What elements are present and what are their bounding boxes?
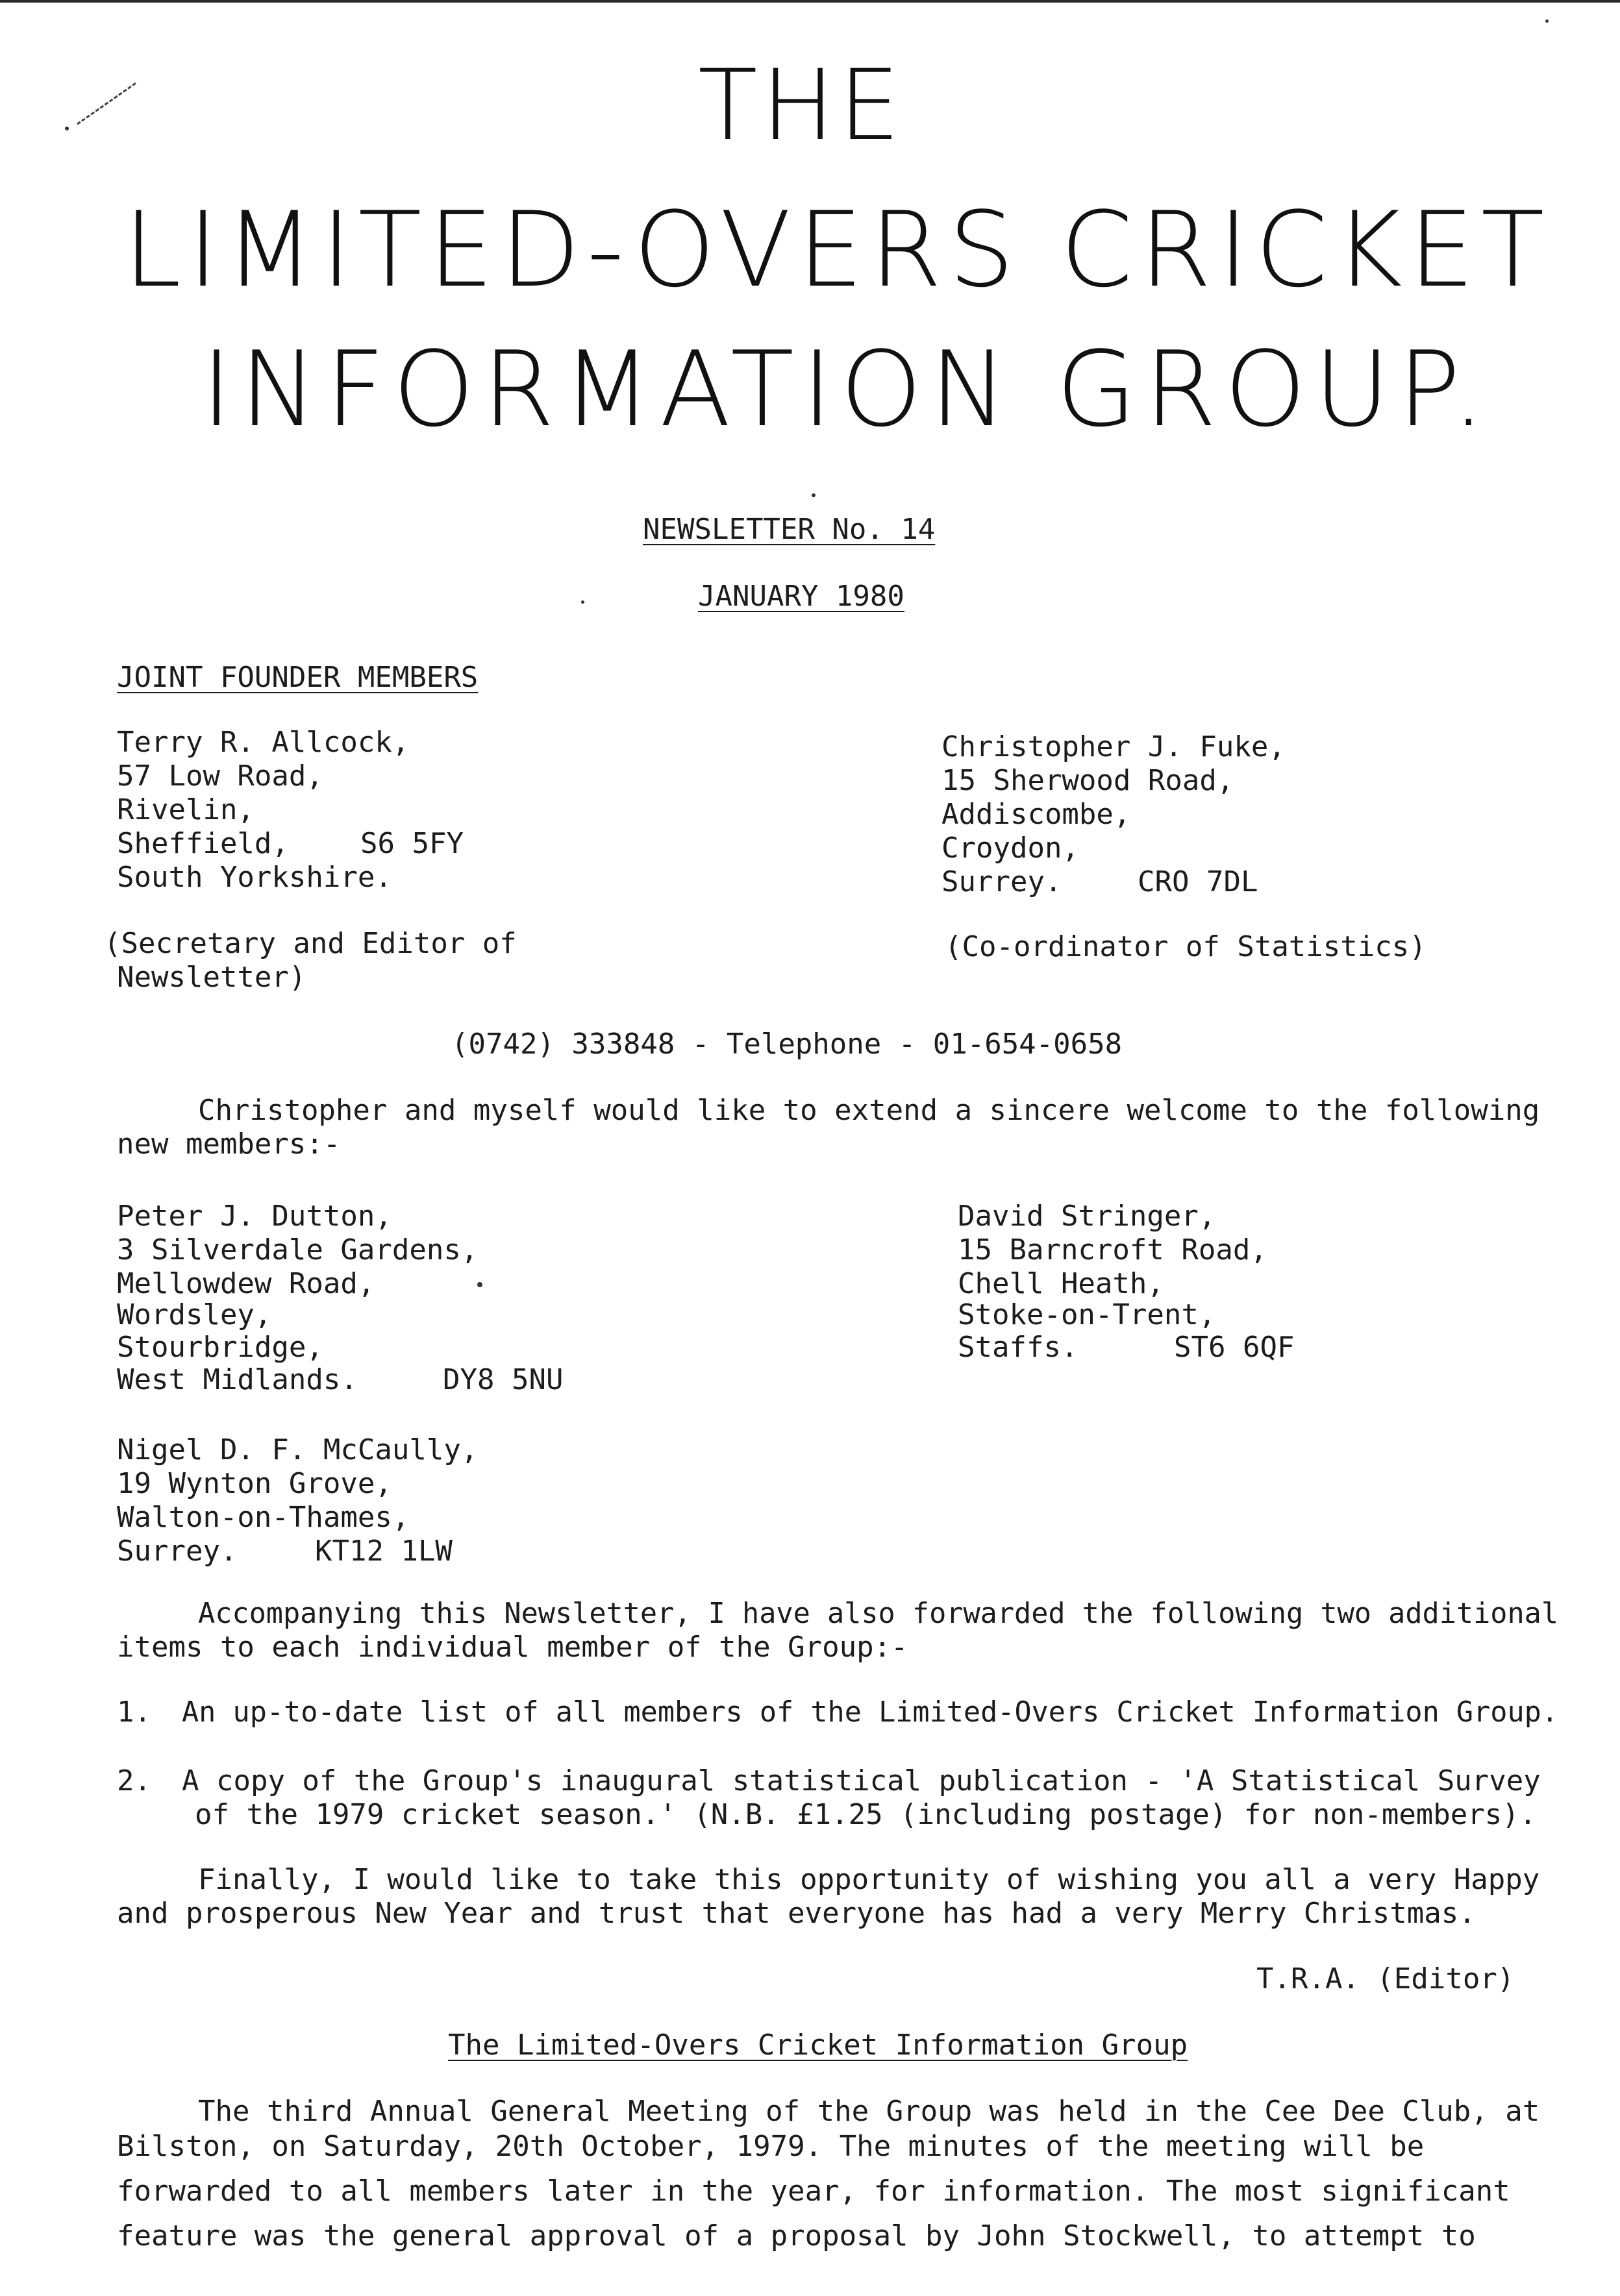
member-name: David Stringer, bbox=[958, 1200, 1216, 1233]
closing-line-2: and prosperous New Year and trust that everyone has had a very Merry Christmas. bbox=[117, 1897, 1476, 1930]
section-line-1: The third Annual General Meeting of the Group was held in the Cee Dee Club, at bbox=[198, 2095, 1540, 2128]
title-information-group: INFORMATION GROUP. bbox=[201, 328, 1493, 450]
member-addr2: Mellowdew Road, bbox=[117, 1267, 375, 1300]
member-addr1: 15 Barncroft Road, bbox=[958, 1233, 1267, 1266]
member-addr3: Surrey. bbox=[117, 1535, 238, 1568]
founder-left-addr2: Rivelin, bbox=[117, 793, 255, 826]
item-1-number: 1. bbox=[117, 1696, 151, 1729]
newsletter-number: NEWSLETTER No. 14 bbox=[643, 513, 936, 546]
founder-right-role: (Co-ordinator of Statistics) bbox=[945, 930, 1427, 963]
member-name: Nigel D. F. McCaully, bbox=[117, 1433, 479, 1466]
title-the: THE bbox=[698, 49, 904, 162]
section-line-2: Bilston, on Saturday, 20th October, 1979. The minutes of the meeting will be bbox=[117, 2130, 1425, 2163]
item-1-text: An up-to-date list of all members of the Limited-Overs Cricket Information Group. bbox=[182, 1696, 1558, 1729]
founder-right-addr3: Croydon, bbox=[941, 832, 1079, 865]
item-2-text: A copy of the Group's inaugural statistical publication - 'A Statistical Survey bbox=[182, 1764, 1541, 1797]
member-name: Peter J. Dutton, bbox=[117, 1200, 392, 1233]
member-postcode: ST6 6QF bbox=[1174, 1331, 1295, 1364]
member-postcode: KT12 1LW bbox=[315, 1535, 453, 1568]
item-2-text-2: of the 1979 cricket season.' (N.B. £1.25 (including postage) for non-members). bbox=[195, 1798, 1537, 1831]
member-addr1: 19 Wynton Grove, bbox=[117, 1467, 392, 1500]
closing-line-1: Finally, I would like to take this opportunity of wishing you all a very Happy bbox=[198, 1863, 1540, 1896]
founder-right-addr2: Addiscombe, bbox=[941, 798, 1131, 831]
founder-left-addr3: Sheffield, bbox=[117, 827, 289, 860]
founder-left-role-2: Newsletter) bbox=[117, 961, 306, 994]
founder-right-addr1: 15 Sherwood Road, bbox=[941, 764, 1234, 797]
founder-left-addr4: South Yorkshire. bbox=[117, 861, 392, 894]
founder-left-role: (Secretary and Editor of bbox=[104, 927, 517, 960]
section-line-3: forwarded to all members later in the year, for information. The most significant bbox=[117, 2175, 1510, 2208]
member-addr2: Walton-on-Thames, bbox=[117, 1501, 410, 1534]
member-addr3: Stoke-on-Trent, bbox=[958, 1298, 1216, 1331]
member-addr5: West Midlands. bbox=[117, 1363, 358, 1396]
title-limited-overs-cricket: LIMITED-OVERS CRICKET bbox=[123, 189, 1551, 310]
scan-speck bbox=[477, 1282, 482, 1287]
section-heading: The Limited-Overs Cricket Information Group bbox=[448, 2029, 1188, 2062]
scan-edge bbox=[0, 0, 1620, 3]
scan-speck bbox=[65, 127, 69, 130]
scan-speck bbox=[1545, 19, 1549, 23]
founder-right-addr4: Surrey. bbox=[941, 865, 1062, 898]
member-addr4: Staffs. bbox=[958, 1331, 1078, 1364]
item-2-number: 2. bbox=[117, 1764, 151, 1797]
member-addr2: Chell Heath, bbox=[958, 1267, 1164, 1300]
newsletter-date: JANUARY 1980 bbox=[698, 580, 904, 613]
member-addr1: 3 Silverdale Gardens, bbox=[117, 1233, 479, 1266]
member-addr4: Stourbridge, bbox=[117, 1331, 323, 1364]
scan-speck bbox=[812, 493, 816, 497]
founder-left-postcode: S6 5FY bbox=[360, 827, 464, 860]
scan-speck bbox=[581, 600, 584, 604]
telephone-line: (0742) 333848 - Telephone - 01-654-0658 bbox=[451, 1028, 1123, 1061]
accompanying-line-1: Accompanying this Newsletter, I have also forwarded the following two additional bbox=[198, 1597, 1559, 1630]
welcome-line-1: Christopher and myself would like to extend a sincere welcome to the following bbox=[198, 1094, 1540, 1127]
section-line-4: feature was the general approval of a proposal by John Stockwell, to attempt to bbox=[117, 2219, 1476, 2253]
pen-mark bbox=[77, 82, 136, 125]
founders-heading: JOINT FOUNDER MEMBERS bbox=[117, 661, 479, 694]
accompanying-line-2: items to each individual member of the Group:- bbox=[117, 1631, 908, 1664]
founder-right-postcode: CRO 7DL bbox=[1138, 865, 1258, 898]
welcome-line-2: new members:- bbox=[117, 1128, 341, 1161]
editor-signature: T.R.A. (Editor) bbox=[1256, 1962, 1515, 1995]
founder-left-addr1: 57 Low Road, bbox=[117, 759, 323, 793]
member-postcode: DY8 5NU bbox=[443, 1363, 564, 1396]
founder-left-name: Terry R. Allcock, bbox=[117, 726, 410, 759]
member-addr3: Wordsley, bbox=[117, 1298, 272, 1331]
founder-right-name: Christopher J. Fuke, bbox=[941, 730, 1286, 763]
